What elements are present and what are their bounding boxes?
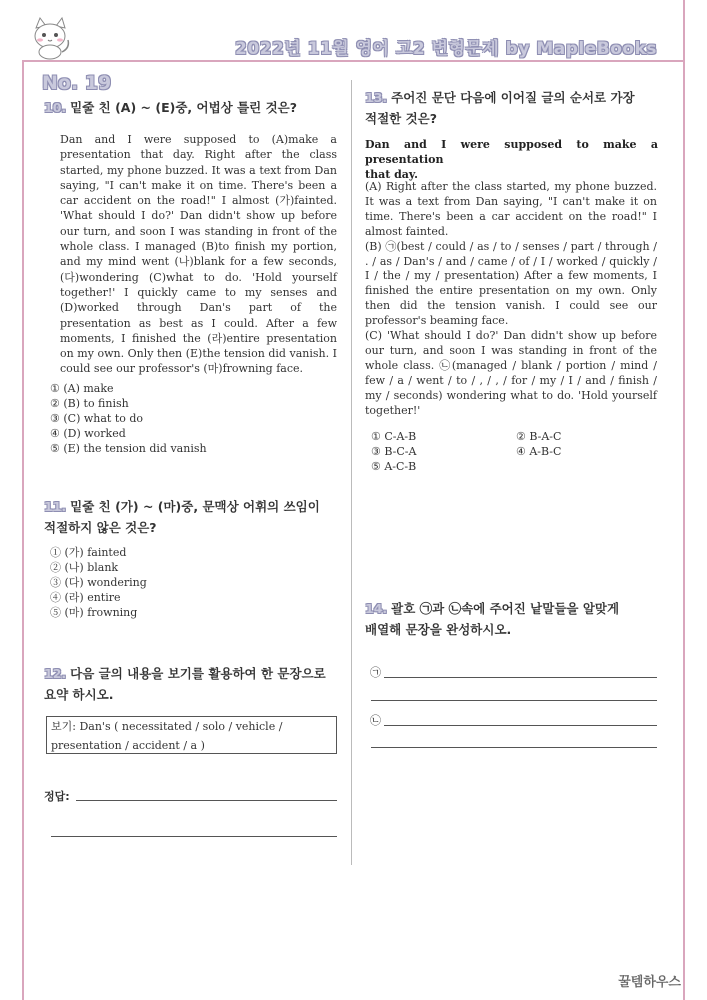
q10-choices [50, 381, 207, 456]
frame-right-line [683, 0, 685, 1000]
q14-mark-1: ㉠ [370, 666, 381, 679]
q10-choice-1[interactable]: ① (A) make [50, 382, 114, 395]
q14-heading [365, 598, 619, 640]
q11-prompt-line2: 적절하지 않은 것은? [44, 520, 157, 535]
q12-box-line1: 보기: Dan's ( necessitated / solo / vehicle / [51, 720, 283, 733]
frame-left-line [22, 60, 24, 1000]
q14-prompt-line1: 괄호 ㉠과 ㉡속에 주어진 낱말들을 알맞게 [391, 601, 620, 616]
q11-number: 11. [44, 499, 67, 514]
q13-heading [365, 87, 635, 129]
q11-heading [44, 496, 320, 538]
column-divider [351, 80, 352, 865]
q13-passage-a: (A) Right after the class started, my phone buzzed. It was a text from Dan saying, "I can't make it on time. There's been a car accident on the road!" I almost fainted. [365, 180, 657, 238]
q13-passage-c: (C) 'What should I do?' Dan didn't show up before our turn, and soon I was standing in front of the whole class. ㉡(managed / blank / portion / mind / few / a / went / to / , / , / for / my / I / and / finish / my / seconds) wondering what to do. 'Hold yourself together!' [365, 329, 657, 417]
q14-mark-2: ㉡ [370, 714, 381, 727]
q11-choices [50, 545, 147, 620]
q12-prompt-line1: 다음 글의 내용을 보기를 활용하여 한 문장으로 [70, 666, 326, 681]
q12-answer-label: 정답: [44, 790, 70, 803]
frame-top-line [22, 60, 684, 62]
q13-prompt-line1: 주어진 문단 다음에 이어질 글의 순서로 가장 [391, 90, 635, 105]
q10-prompt: 밑줄 친 (A) ~ (E)중, 어법상 틀린 것은? [70, 100, 297, 115]
q10-choice-5[interactable]: ⑤ (E) the tension did vanish [50, 442, 207, 455]
q13-choice-1[interactable]: ① C-A-B [371, 430, 417, 443]
q13-choice-5[interactable]: ⑤ A-C-B [371, 460, 417, 473]
q13-given-line2: that day. [365, 168, 418, 181]
q13-prompt-line2: 적절한 것은? [365, 111, 437, 126]
q12-heading [44, 663, 326, 705]
q14-answer-line-1a[interactable] [384, 677, 657, 678]
q12-answer-line-2[interactable] [51, 836, 337, 837]
q10-choice-4[interactable]: ④ (D) worked [50, 427, 126, 440]
q13-choice-2[interactable]: ② B-A-C [516, 430, 562, 443]
q14-answer-line-2b[interactable] [371, 747, 657, 748]
q11-choice-5[interactable]: ⑤ (마) frowning [50, 606, 138, 619]
q11-choice-4[interactable]: ④ (라) entire [50, 591, 121, 604]
q12-answer-line-1[interactable] [76, 800, 337, 801]
q13-choices [371, 429, 661, 474]
q11-choice-3[interactable]: ③ (다) wondering [50, 576, 147, 589]
cat-logo-icon [28, 14, 74, 60]
problem-number: No. 19 [42, 72, 112, 94]
q10-passage: Dan and I were supposed to (A)make a presentation that day. Right after the class started, my phone buzzed. It was a text from Dan saying, "I can't make it on time. There's been a car accident on the road!" I almost (가)fainted. 'What should I do?' Dan didn't show up before our turn, and soon I was standing in front of the whole class. I managed (B)to finish my portion, and my mind went (나)blank for a few seconds, (다)wondering (C)what to do. 'Hold yourself together!' I quickly came to my senses and (D)worked through Dan's part of the presentation as best as I could. After a few moments, I finished the (라)entire presentation on my own. Only then (E)the tension did vanish. I could see our professor's (마)frowning face. [60, 133, 337, 376]
q13-number: 13. [365, 90, 388, 105]
q13-choice-4[interactable]: ④ A-B-C [516, 445, 562, 458]
q14-prompt-line2: 배열해 문장을 완성하시오. [365, 622, 512, 637]
header-title: 2022년 11월 영어 고2 변형문제 by MapleBooks [234, 39, 657, 59]
q11-choice-2[interactable]: ② (나) blank [50, 561, 119, 574]
q12-prompt-line2: 요약 하시오. [44, 687, 114, 702]
q13-passages [365, 180, 657, 419]
q10-choice-3[interactable]: ③ (C) what to do [50, 412, 144, 425]
footer-brand: 꿀템하우스 [618, 975, 681, 990]
q13-given-line1: Dan and I were supposed to make a presentation [365, 138, 658, 166]
q13-given-paragraph [365, 137, 658, 182]
q11-prompt-line1: 밑줄 친 (가) ~ (마)중, 문맥상 어휘의 쓰임이 [70, 499, 320, 514]
q13-passage-b: (B) ㉠(best / could / as / to / senses / part / through / . / as / Dan's / and / came / of / I / worked / quickly / I / the / my / presentation) After a few moments, I finished the entire presentation on my own. Only then did the tension vanish. I could see our professor's beaming face. [365, 239, 657, 328]
q10-choice-2[interactable]: ② (B) to finish [50, 397, 129, 410]
q14-number: 14. [365, 601, 388, 616]
q12-word-box [46, 716, 337, 754]
q11-choice-1[interactable]: ① (가) fainted [50, 546, 127, 559]
q12-box-line2: presentation / accident / a ) [51, 739, 205, 752]
q12-number: 12. [44, 666, 67, 681]
q13-choice-3[interactable]: ③ B-C-A [371, 445, 417, 458]
q10-number: 10. [44, 100, 67, 115]
q14-answer-line-1b[interactable] [371, 700, 657, 701]
q14-answer-line-2a[interactable] [384, 725, 657, 726]
q10-heading [44, 97, 297, 118]
